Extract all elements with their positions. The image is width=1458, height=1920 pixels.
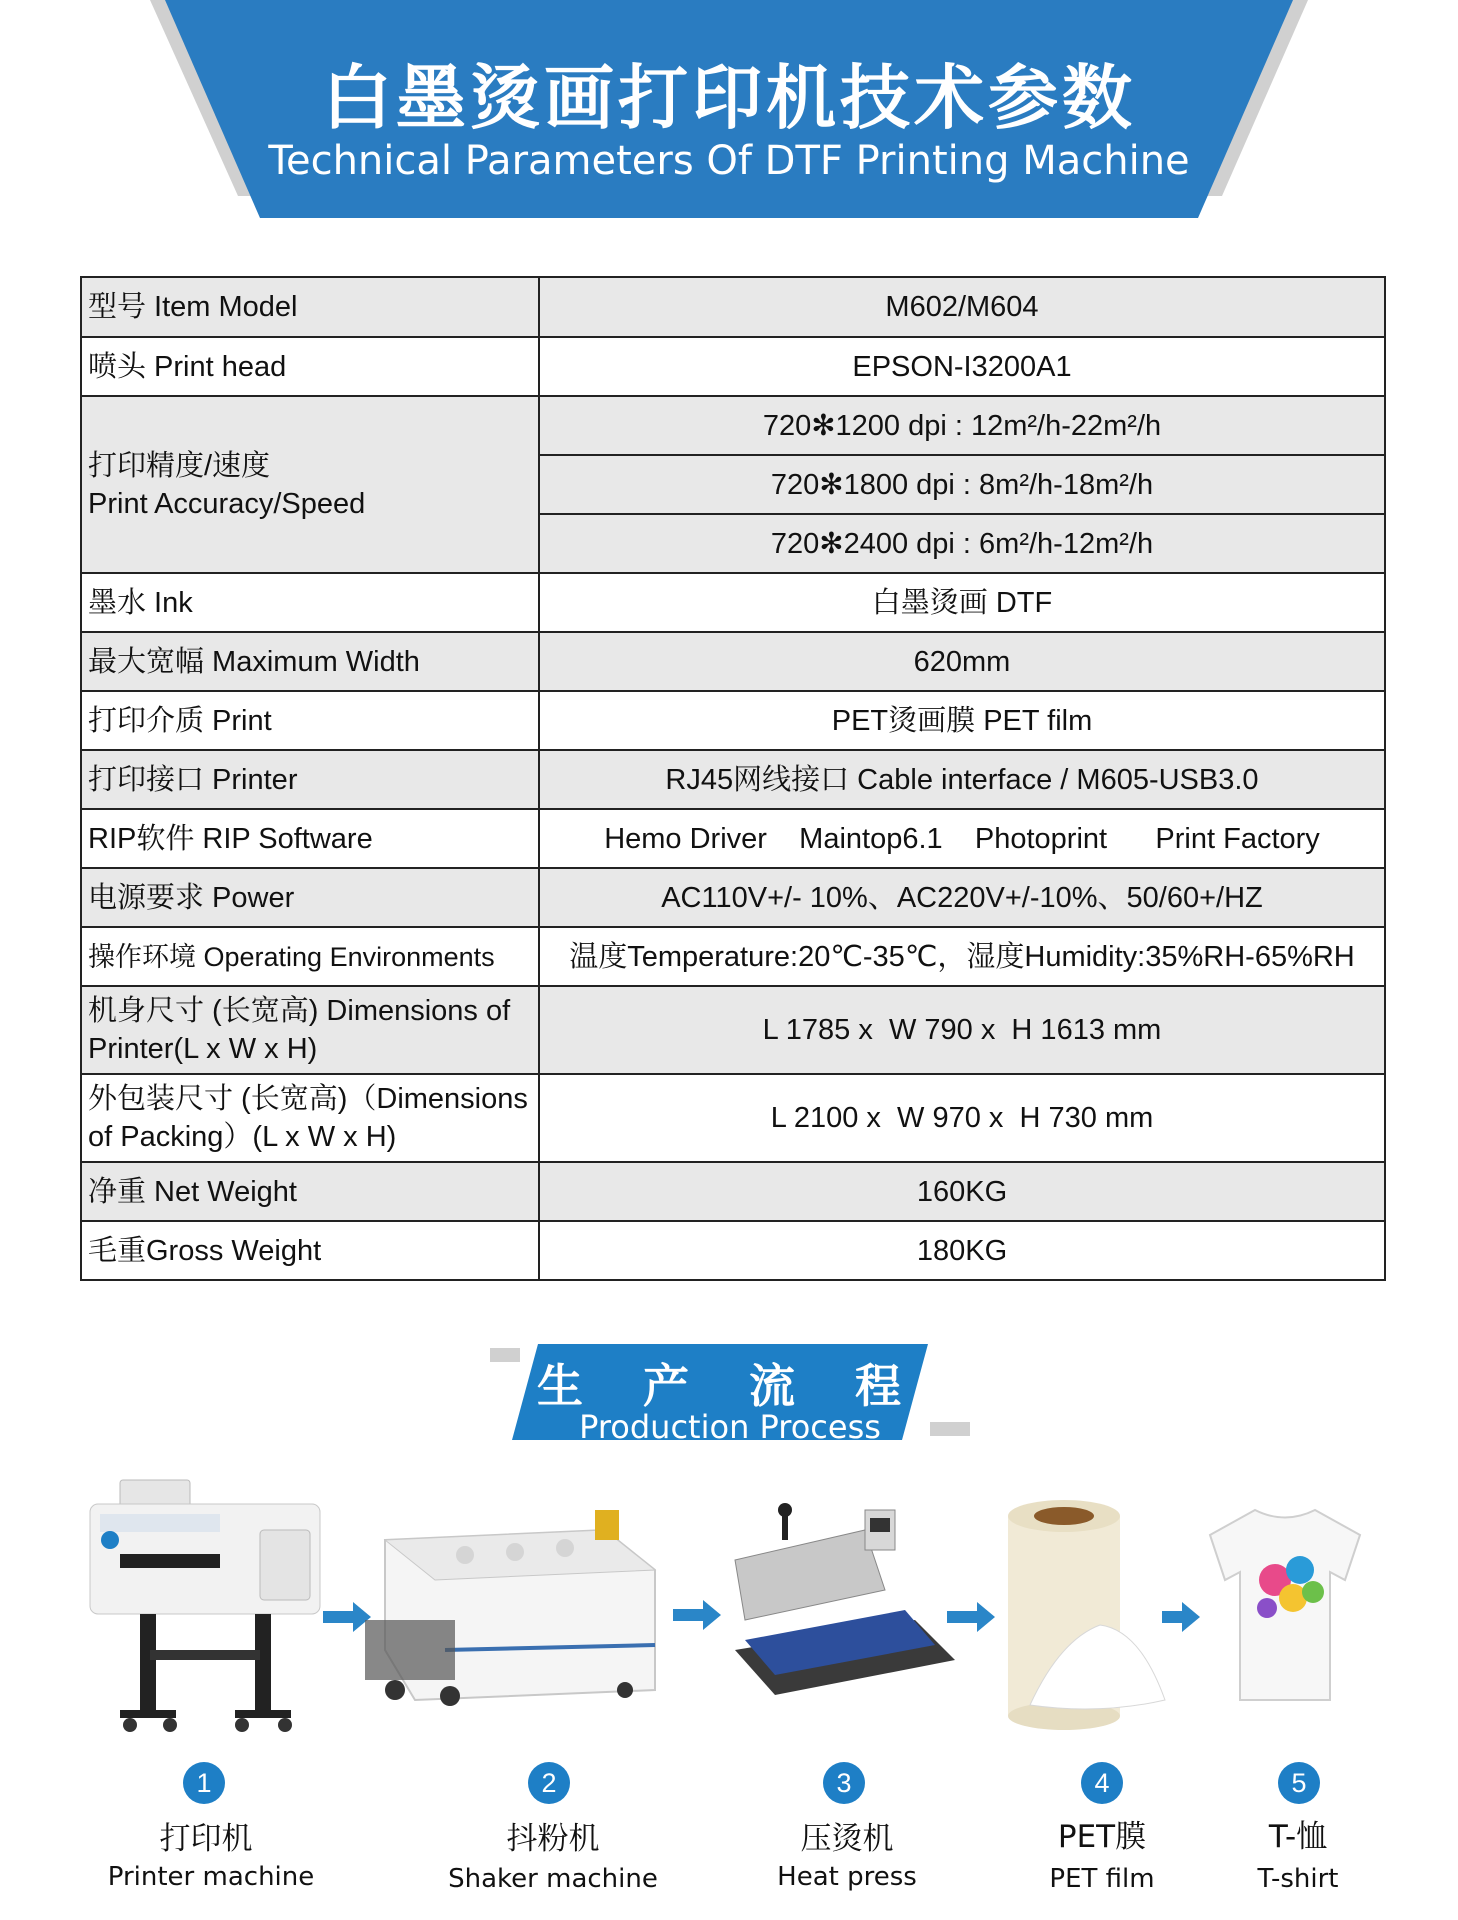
row-label: 打印介质 Print	[81, 691, 539, 750]
t-shirt-image	[1205, 1500, 1365, 1710]
row-value: 620mm	[539, 632, 1385, 691]
table-row	[81, 396, 1385, 455]
row-value: 720✻1800 dpi : 8m²/h-18m²/h	[539, 455, 1385, 514]
row-value: 温度Temperature:20℃-35℃，湿度Humidity:35%RH-65%RH	[539, 927, 1385, 986]
step-number-badge: 2	[528, 1762, 570, 1804]
row-label: 型号 Item Model	[81, 277, 539, 337]
step-label-cn: 打印机	[159, 1821, 253, 1857]
table-row	[81, 1221, 1385, 1280]
row-label: 最大宽幅 Maximum Width	[81, 632, 539, 691]
table-row	[81, 1074, 1385, 1162]
step-number-badge: 3	[823, 1762, 865, 1804]
step-number-badge: 1	[183, 1762, 225, 1804]
spec-table	[80, 276, 1386, 1281]
row-label: 墨水 Ink	[81, 573, 539, 632]
process-heading	[490, 1344, 970, 1444]
step-label-cn: 压烫机	[800, 1821, 894, 1857]
process-title-cn: 生 产 流 程	[536, 1359, 924, 1413]
arrow-right-icon	[1162, 1602, 1202, 1632]
row-label	[81, 396, 539, 573]
row-label: 电源要求 Power	[81, 868, 539, 927]
row-label: 净重 Net Weight	[81, 1162, 539, 1221]
step-label-cn: PET膜	[1057, 1819, 1147, 1855]
step-label-en: Shaker machine	[448, 1864, 658, 1894]
table-row	[81, 809, 1385, 868]
table-row	[81, 691, 1385, 750]
row-label: 毛重Gross Weight	[81, 1221, 539, 1280]
process-title-en: Production Process	[579, 1408, 881, 1446]
page-title: 白墨烫画打印机技术参数	[322, 57, 1136, 139]
row-value: PET烫画膜 PET film	[539, 691, 1385, 750]
step-label-cn: 抖粉机	[506, 1821, 600, 1857]
table-row	[81, 277, 1385, 337]
row-label: 外包装尺寸 (长宽高)（Dimensions of Packing）(L x W x H)	[81, 1074, 539, 1162]
row-value: L 1785 x W 790 x H 1613 mm	[539, 986, 1385, 1074]
heat-press-image	[715, 1500, 955, 1720]
row-value: 720✻1200 dpi : 12m²/h-22m²/h	[539, 396, 1385, 455]
step-number-badge: 5	[1278, 1762, 1320, 1804]
table-row	[81, 868, 1385, 927]
pet-film-roll-image	[990, 1490, 1180, 1730]
step-label-en: Heat press	[777, 1862, 917, 1892]
table-row	[81, 750, 1385, 809]
row-value: 180KG	[539, 1221, 1385, 1280]
shaker-machine-image	[355, 1500, 675, 1720]
row-value: 720✻2400 dpi : 6m²/h-12m²/h	[539, 514, 1385, 573]
row-value: L 2100 x W 970 x H 730 mm	[539, 1074, 1385, 1162]
table-row	[81, 1162, 1385, 1221]
table-row	[81, 927, 1385, 986]
row-value: 160KG	[539, 1162, 1385, 1221]
row-label-en: Print Accuracy/Speed	[88, 487, 366, 520]
table-row	[81, 337, 1385, 396]
row-label: 喷头 Print head	[81, 337, 539, 396]
row-value: Hemo Driver Maintop6.1 Photoprint Print Factory	[539, 809, 1385, 868]
row-label-cn: 打印精度/速度	[88, 449, 271, 482]
row-label: 机身尺寸 (长宽高) Dimensions of Printer(L x W x H)	[81, 986, 539, 1074]
table-row	[81, 632, 1385, 691]
row-label: 打印接口 Printer	[81, 750, 539, 809]
row-value: M602/M604	[539, 277, 1385, 337]
row-label: 操作环境 Operating Environments	[81, 927, 539, 986]
row-value: 白墨烫画 DTF	[539, 573, 1385, 632]
table-row	[81, 573, 1385, 632]
row-value: EPSON-I3200A1	[539, 337, 1385, 396]
step-label-cn: T-恤	[1268, 1819, 1328, 1855]
step-label-en: Printer machine	[107, 1862, 315, 1892]
row-label: RIP软件 RIP Software	[81, 809, 539, 868]
step-label-en: PET film	[1049, 1864, 1155, 1894]
step-number-badge: 4	[1081, 1762, 1123, 1804]
step-label-en: T-shirt	[1257, 1864, 1339, 1894]
page-subtitle: Technical Parameters Of DTF Printing Machine	[268, 138, 1190, 184]
header-banner	[0, 0, 1458, 220]
row-value: RJ45网线接口 Cable interface / M605-USB3.0	[539, 750, 1385, 809]
table-row	[81, 986, 1385, 1074]
row-value: AC110V+/- 10%、AC220V+/-10%、50/60+/HZ	[539, 868, 1385, 927]
printer-machine-image	[80, 1470, 340, 1740]
